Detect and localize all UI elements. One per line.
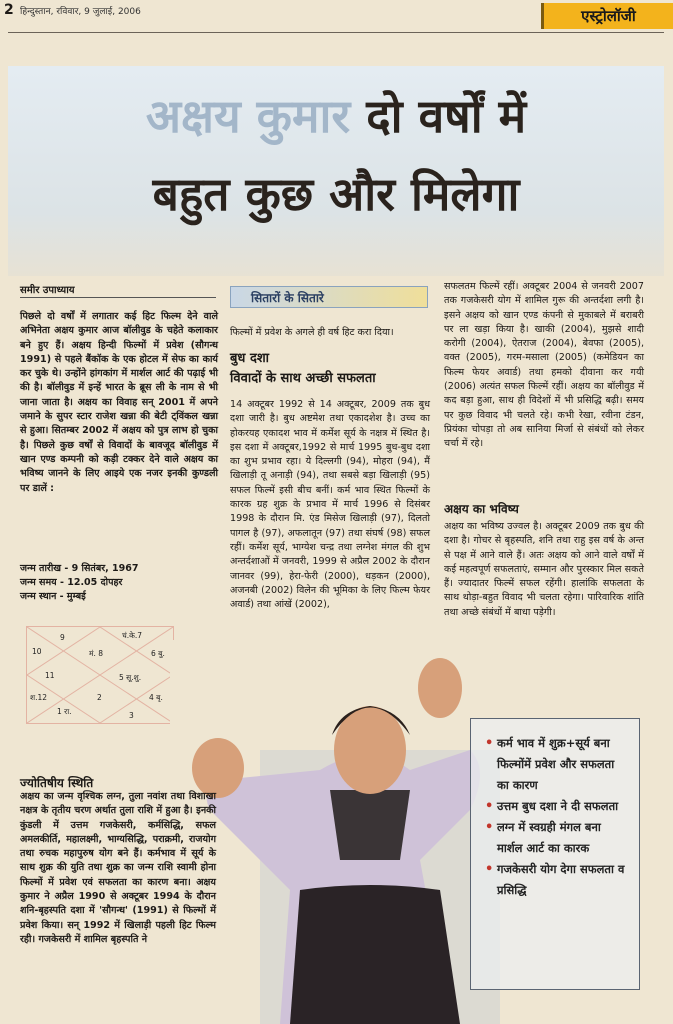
headline-rest: दो वर्षों में — [366, 89, 527, 143]
highlight-item: • कर्म भाव में शुक्र+सूर्य बना फिल्मोंमें प्रवेश और सफलता का कारण — [485, 733, 627, 796]
col3-text-block — [444, 280, 644, 452]
kundli-house-10: 10 — [32, 647, 42, 656]
birth-date: जन्म तारीख - 9 सितंबर, 1967 — [20, 563, 139, 574]
kundli-house-mars: मं. 8 — [89, 649, 104, 658]
kundli-chart — [26, 626, 174, 724]
kundli-house-2: 2 — [97, 693, 102, 702]
budh-paragraph: 14 अक्टूबर 1992 से 14 अक्टूबर, 2009 तक बुध दशा जारी है। बुध अष्टमेश तथा एकादशेश है। उच्च का होकरयह एकादश भाव में कर्मेश सूर्य के नक्षत्र में स्थित है। इस दशा में अक्टूबर,1992 से मार्च 1995 बुध-बुध दशा का शुभ प्रभाव रहा। ये दिल्लगी (94), मोहरा (94), मैं खिलाड़ी तू अनाड़ी (94), तथा सबसे बड़ा खिलाड़ी (95) सफल फिल्में इसी बीच बनीं। कर्म भाव स्थित फिल्मों के कारक ग्रह शुक्र के प्रभाव में मार्च 1996 से दिसंबर 1998 के दौरान मि. एंड मिसेज खिलाड़ी (97), दिलतो पागल है (97), अफलातून (97) तथा संघर्ष (98) सफल रहीं। कर्मेश सूर्य, भाग्येश चन्द्र तथा लग्नेश मंगल की शुभ अन्तर्दशाओं में जनवरी, 1999 से अप्रैल 2002 के दौरान जानवर (99), हेरा-फेरी (2000), धड़कन (2000), अजनबी (2002) विलेन की भूमिका के लिए फिल्म फेयर अवार्ड) तथा आंखें (2002), — [230, 399, 430, 611]
bhavishya-text-block — [444, 520, 644, 620]
intro-column — [20, 310, 218, 496]
budh-subtitle: विवादों के साथ अच्छी सफलता — [230, 371, 376, 386]
highlight-item: • लग्न में स्वग्रही मंगल बना मार्शल आर्ट का कारक — [485, 817, 627, 859]
bhavishya-title: अक्षय का भविष्य — [444, 502, 519, 516]
highlights-box — [470, 718, 640, 990]
jyoti-text-block — [20, 790, 216, 947]
kundli-house-8: चं.के.7 — [122, 631, 143, 640]
col2-lead: फिल्मों में प्रवेश के अगले ही वर्ष हिट करा दिया। — [230, 327, 394, 338]
column-title: सितारों के सितारे — [251, 291, 324, 305]
byline-rule — [20, 297, 216, 298]
kundli-house-5: 5 सू.शु. — [119, 673, 142, 682]
jyoti-title: ज्योतिषीय स्थिति — [20, 776, 94, 790]
col3-paragraph: सफलतम फिल्में रहीं। अक्टूबर 2004 से जनवरी 2007 तक गजकेसरी योग में शामिल गुरू की अन्तर्दशा लगी है। इसने अक्षय को खान एण्ड कंपनी से मुकाबले में बराबरी पर ला खड़ा किया है। खाकी (2004), मुझसे शादी करोगी (2004), ऐतराज (2004), बेवफा (2005), वक्त (2005), गरम-मसाला (2005) (कमेडियन का फिल्म फेयर अवार्ड) तथा हमको दीवाना कर गयी (2006) अत्यंत सफल फिल्में रहीं। अक्षय का बॉलीवुड में कद बड़ा हुआ, साथ ही विदेशों में भी प्रसिद्धि बढ़ी। समय पर कुछ विवाद भी चलते रहे। कभी रेखा, रवीना टंडन, प्रियंका चोपड़ा तो अब सानिया मिर्जा से संबंधों को लेकर चर्चा में रहे। — [444, 281, 644, 450]
highlight-item: • उत्तम बुध दशा ने दी सफलता — [485, 796, 627, 817]
page-header — [0, 0, 673, 32]
bullet-icon: • — [485, 736, 494, 751]
headline-name: अक्षय कुमार — [145, 89, 351, 143]
dateline: हिन्दुस्तान, रविवार, 9 जुलाई, 2006 — [20, 7, 141, 17]
kundli-house-4: 4 बृ. — [149, 693, 163, 702]
kundli-house-1: 1 रा. — [57, 707, 72, 716]
jyoti-paragraph: अक्षय का जन्म वृश्चिक लग्न, तुला नवांश तथा विशाखा नक्षत्र के तृतीय चरण अर्थात तुला राशि में हुआ है। इनकी कुंडली में उत्तम गजकेसरी, कर्मसिद्धि, सफल अमलकीर्ति, महालक्ष्मी, भाग्यसिद्धि, पराक्रमी, राजयोग तथा रुचक महापुरुष योग बने हैं। कर्मभाव में सूर्य के साथ शुक्र की युति तथा शुक्र का जन्म राशि स्वामी होना फिल्मों में प्रवेश एवं सफलता का कारण बना। अक्षय कुमार ने अप्रैल 1990 से अक्टूबर 1994 के दौरान शनि-बृहस्पति दशा में 'सौगन्ध' (1991) से फिल्मों में प्रवेश किया। सन् 1992 में खिलाड़ी पहली हिट फिल्म रही। गजकेसरी में शामिल बृहस्पति ने — [20, 791, 216, 945]
section-tag: एस्ट्रोलॉजी — [541, 3, 673, 29]
byline: समीर उपाध्याय — [20, 285, 75, 296]
bullet-icon: • — [485, 862, 494, 877]
kundli-house-6: 6 बु. — [151, 649, 165, 658]
bullet-icon: • — [485, 820, 494, 835]
headline-banner — [8, 66, 664, 276]
kundli-house-11: 11 — [45, 671, 55, 680]
budh-title: बुध दशा — [230, 351, 270, 366]
birth-place: जन्म स्थान - मुम्बई — [20, 591, 86, 602]
bullet-icon: • — [485, 799, 494, 814]
kundli-house-9: 9 — [60, 633, 65, 642]
kundli-house-12: श.12 — [30, 693, 48, 702]
column-title-box — [230, 286, 428, 308]
headline-line2: बहुत कुछ और मिलेगा — [152, 167, 520, 221]
actor-photo — [170, 640, 500, 1024]
header-rule — [8, 32, 664, 33]
birth-time: जन्म समय - 12.05 दोपहर — [20, 577, 123, 588]
headline-line1 — [8, 88, 664, 144]
birth-details — [20, 562, 216, 604]
intro-paragraph: पिछले दो वर्षों में लगातार कई हिट फिल्म देने वाले अभिनेता अक्षय कुमार आज बॉलीवुड के चहेते कलाकार बने हुए हैं। अक्षय हिन्दी फिल्मों में प्रवेश (सौगन्ध 1991) से पहले बैंकॉक के एक होटल में सेफ का कार्य कर चुके थे। उन्होंने हांगकांग में मार्शल आर्ट की पढ़ाई भी की है। बॉलीवुड में इन्हें भारत के ब्रूस ली के नाम से भी जाना जाता है। अक्षय का विवाह सन् 2001 में अपने जमाने के सुपर स्टार राजेश खन्ना की बेटी ट्विंकल खन्ना से हुआ। सितम्बर 2002 में अक्षय को पुत्र लाभ हो चुका है। पिछले कुछ वर्षों से विवादों के बावजूद बॉलीवुड में खान एण्ड कम्पनी को कड़ी टक्कर देने वाले अक्षय का भविष्य जानने के लिए आइये एक नजर इनकी कुण्डली पर डालें : — [20, 311, 218, 494]
budh-text-block — [230, 398, 430, 612]
page-number: 2 — [4, 2, 14, 18]
kundli-house-3: 3 — [129, 711, 134, 720]
highlight-item: • गजकेसरी योग देगा सफलता व प्रसिद्धि — [485, 859, 627, 901]
bhavishya-paragraph: अक्षय का भविष्य उज्वल है। अक्टूबर 2009 तक बुध की दशा है। गोचर से बृहस्पति, शनि तथा राहु इस वर्ष के अन्त से पक्ष में आने वाले हैं। अतः अक्षय को आने वाले वर्षों में कई महत्वपूर्ण सफलताएं, सम्मान और पुरस्कार मिल सकते हैं। ज्यादातर फिल्में सफल रहेंगी। हालांकि सफलता के साथ थोड़ा-बहुत विवाद भी चलता रहेगा। पारिवारिक शांति तथा अच्छे संबंधों में बाधा पड़ेगी। — [444, 521, 644, 618]
highlights-list — [485, 733, 627, 901]
